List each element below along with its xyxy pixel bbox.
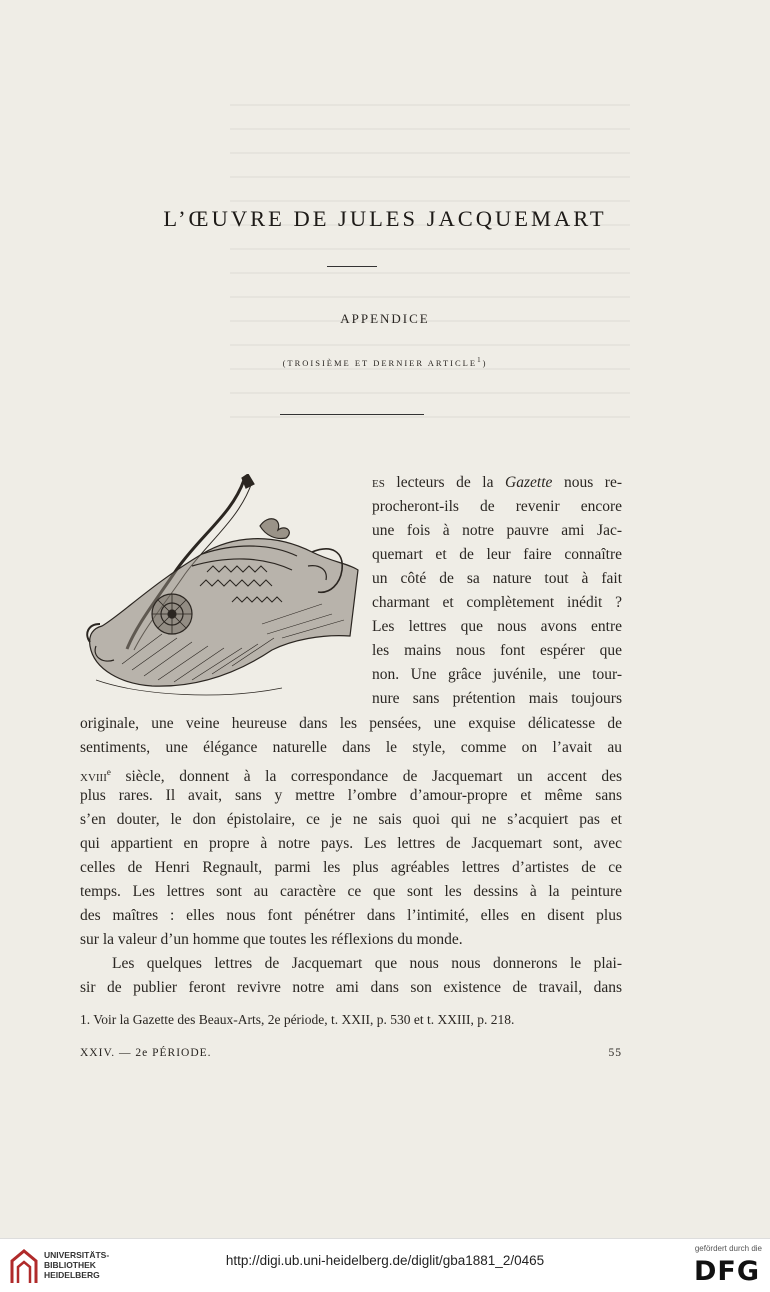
title-rule: [327, 266, 377, 267]
permalink-url[interactable]: http://digi.ub.uni-heidelberg.de/diglit/gba1881_2/0465: [225, 1253, 545, 1268]
article-subnote: (TROISIÈME ET DERNIER ARTICLE$^1$): [282, 356, 488, 368]
text-line: sur la valeur d’un homme que toutes les réflexions du monde.: [80, 931, 463, 948]
text-line: charmant et complètement inédit ?: [372, 594, 622, 611]
section-rule: [280, 414, 424, 415]
text-line: un côté de sa nature tout à fait: [372, 570, 622, 587]
text-line: Les lettres que nous avons entre: [372, 618, 622, 635]
footnote: [80, 1010, 622, 1029]
viewer-footer: [0, 1238, 770, 1292]
text-line: les mains nous font espérer que: [372, 642, 622, 659]
footnote-text: 1. Voir la Gazette des Beaux-Arts, 2e période, t. XXII, p. 530 et t. XXIII, p. 218.: [80, 1012, 515, 1027]
volume-label: XXIV. — 2e PÉRIODE.: [80, 1047, 212, 1059]
drop-initial: es: [372, 474, 385, 491]
text-line: Les quelques lettres de Jacquemart que nous nous donnerons le plai-: [112, 955, 622, 972]
dfg-logo[interactable]: DFG: [693, 1256, 760, 1287]
text-line: qui appartient en propre à notre pays. Les lettres de Jacquemart sont, avec: [80, 835, 622, 852]
text-line: xviii$^e$ siècle, donnent à la correspondance de Jacquemart un accent des: [80, 767, 622, 786]
slipper-engraving: [82, 474, 364, 710]
article-title: L’ŒUVRE DE JULES JACQUEMART: [163, 206, 607, 231]
text-line: nure sans prétention mais toujours: [372, 690, 622, 707]
text-line: celles de Henri Regnault, parmi les plus agréables lettres d’artistes de ce: [80, 859, 622, 876]
text-line: originale, une veine heureuse dans les pensées, une exquise délicatesse de: [80, 715, 622, 732]
text-line: es lecteurs de la Gazette nous re-: [372, 474, 622, 491]
funding-caption: gefördert durch die: [694, 1244, 762, 1253]
text-line: non. Une grâce juvénile, une tour-: [372, 666, 622, 683]
text-line: plus rares. Il avait, sans y mettre l’ombre d’amour-propre et même sans: [80, 787, 622, 804]
text-line: sentiments, une élégance naturelle dans le style, comme on l’avait au: [80, 739, 622, 756]
text-line: quemart et de leur faire connaître: [372, 546, 622, 563]
text-line: des maîtres : elles nous font pénétrer dans l’intimité, elles en disent plus: [80, 907, 622, 924]
text-line: procheront-ils de revenir encore: [372, 498, 622, 515]
text-line: s’en douter, le don épistolaire, ce je ne sais quoi qui ne s’acquiert pas et: [80, 811, 622, 828]
page-number: 55: [608, 1047, 622, 1059]
text-line: sir de publier feront revivre notre ami dans son existence de travail, dans: [80, 979, 622, 996]
article-subtitle: APPENDICE: [340, 311, 430, 326]
show-through-texture: [230, 98, 630, 418]
text-line: temps. Les lettres sont au caractère ce que sont les dessins à la peinture: [80, 883, 622, 900]
running-foot: [80, 1047, 622, 1059]
text-line: une fois à notre pauvre ami Jac-: [372, 522, 622, 539]
library-name: UNIVERSITÄTS- BIBLIOTHEK HEIDELBERG: [44, 1250, 110, 1280]
